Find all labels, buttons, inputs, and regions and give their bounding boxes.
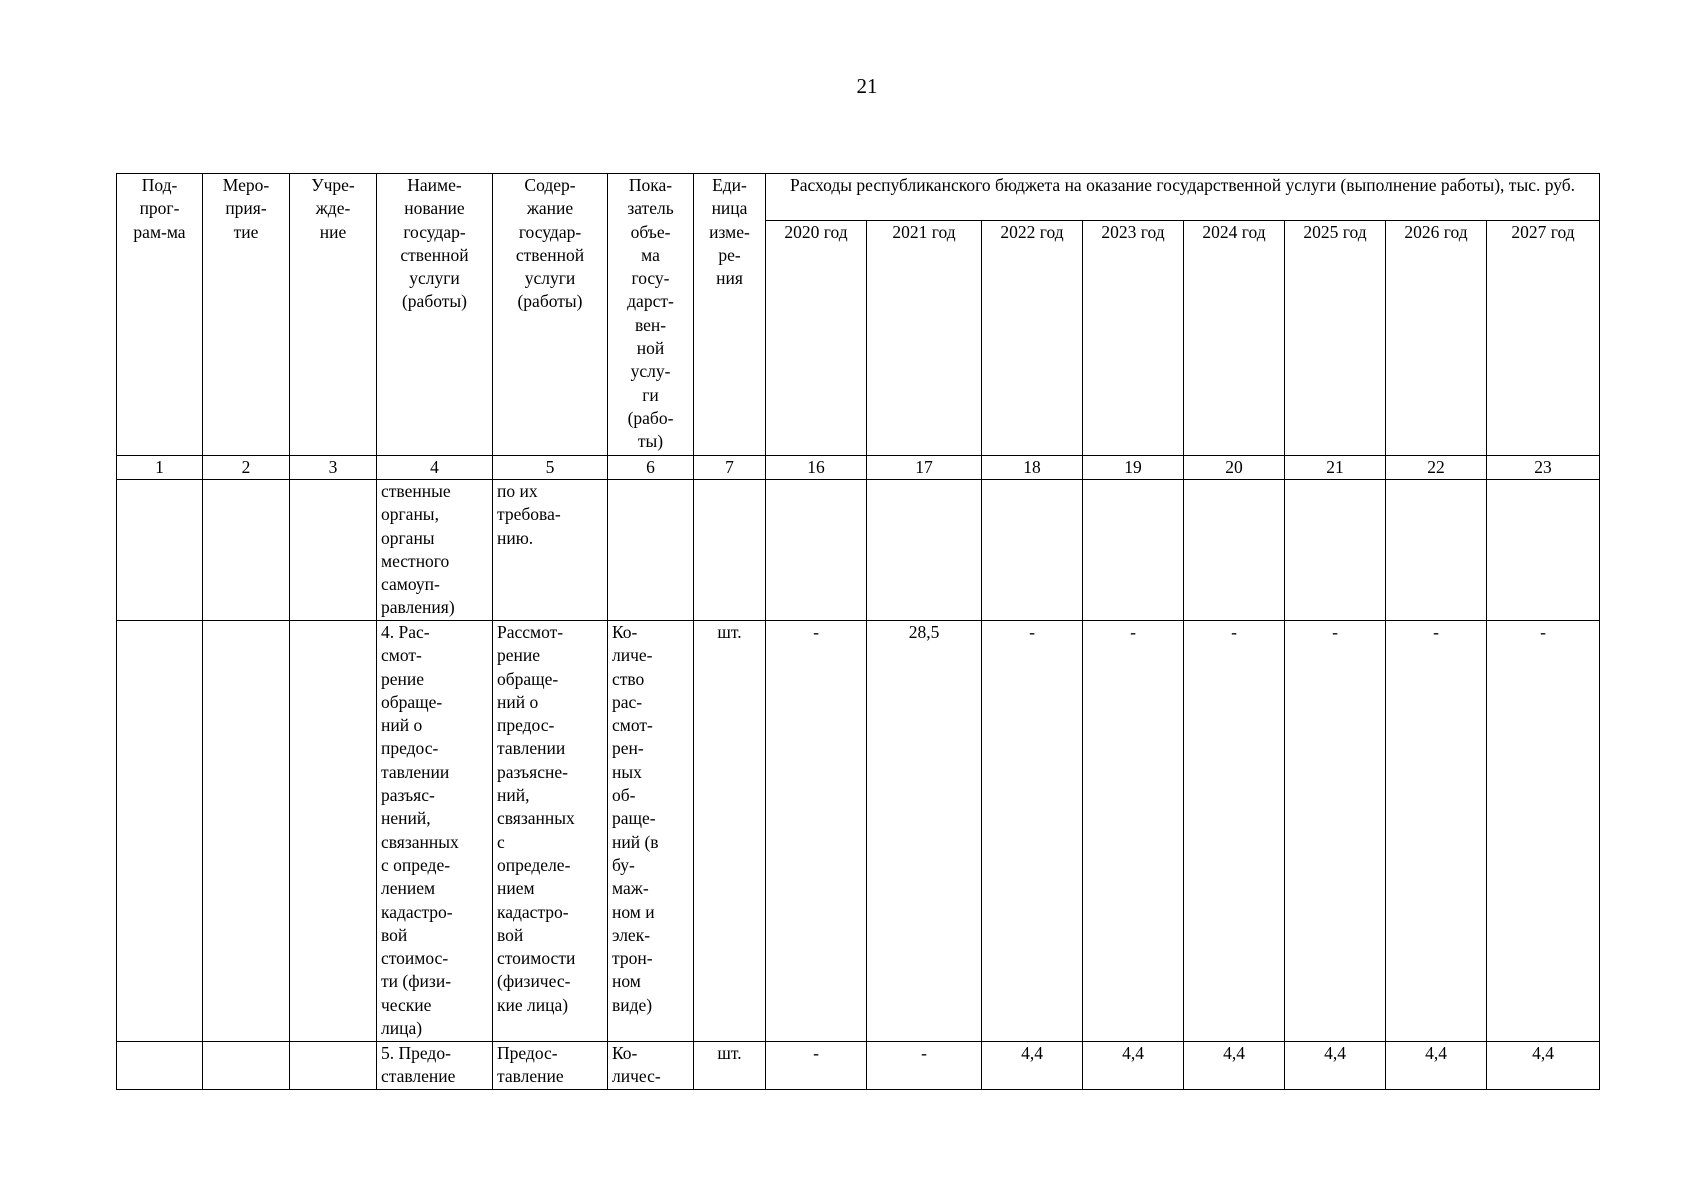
cell-value-2022: - — [982, 621, 1083, 1042]
cell-value-2023: 4,4 — [1083, 1042, 1184, 1090]
cell-volume-indicator — [608, 480, 694, 621]
column-number: 16 — [766, 456, 867, 480]
header-year-2021: 2021 год — [867, 221, 982, 456]
column-number: 22 — [1386, 456, 1487, 480]
cell-value-2026: 4,4 — [1386, 1042, 1487, 1090]
cell-value-2023 — [1083, 480, 1184, 621]
cell-activity — [203, 1042, 290, 1090]
cell-activity — [203, 621, 290, 1042]
header-year-2022: 2022 год — [982, 221, 1083, 456]
header-row-1 — [117, 174, 1600, 221]
header-volume-indicator: Пока- затель объе- ма госу- дарст- вен- ной услу- ги (рабо- ты) — [608, 174, 694, 456]
header-year-2020: 2020 год — [766, 221, 867, 456]
cell-value-2025: 4,4 — [1285, 1042, 1386, 1090]
column-number-row — [117, 456, 1600, 480]
column-number: 7 — [694, 456, 766, 480]
cell-value-2021 — [867, 480, 982, 621]
header-unit: Еди- ница изме- ре- ния — [694, 174, 766, 456]
column-number: 19 — [1083, 456, 1184, 480]
column-number: 18 — [982, 456, 1083, 480]
cell-value-2027: - — [1487, 621, 1600, 1042]
column-number: 6 — [608, 456, 694, 480]
cell-subprogram — [117, 1042, 203, 1090]
header-year-2027: 2027 год — [1487, 221, 1600, 456]
column-number: 5 — [493, 456, 608, 480]
cell-value-2027: 4,4 — [1487, 1042, 1600, 1090]
header-subprogram: Под- прог- рам-ма — [117, 174, 203, 456]
header-institution: Учре- жде- ние — [290, 174, 377, 456]
cell-unit: шт. — [694, 1042, 766, 1090]
cell-subprogram — [117, 621, 203, 1042]
cell-service-name: 4. Рас- смот- рение обраще- ний о предос- тавлении разъяс- нений, связанных с опреде- лением кадастро- вой стоимос- ти (физи- ческие лица) — [377, 621, 493, 1042]
cell-unit — [694, 480, 766, 621]
cell-volume-indicator: Ко- личес- — [608, 1042, 694, 1090]
cell-unit: шт. — [694, 621, 766, 1042]
budget-table — [116, 173, 1600, 1090]
column-number: 4 — [377, 456, 493, 480]
cell-value-2026 — [1386, 480, 1487, 621]
cell-value-2025 — [1285, 480, 1386, 621]
column-number: 20 — [1184, 456, 1285, 480]
cell-value-2023: - — [1083, 621, 1184, 1042]
column-number: 3 — [290, 456, 377, 480]
cell-activity — [203, 480, 290, 621]
header-expenses: Расходы республиканского бюджета на оказание государственной услуги (выполнение работы), тыс. руб. — [766, 174, 1600, 221]
cell-value-2022: 4,4 — [982, 1042, 1083, 1090]
cell-value-2020: - — [766, 1042, 867, 1090]
cell-subprogram — [117, 480, 203, 621]
cell-institution — [290, 621, 377, 1042]
cell-volume-indicator: Ко- личе- ство рас- смот- рен- ных об- раще- ний (в бу- маж- ном и элек- трон- ном виде) — [608, 621, 694, 1042]
header-year-2023: 2023 год — [1083, 221, 1184, 456]
cell-value-2027 — [1487, 480, 1600, 621]
header-service-content: Содер- жание государ- ственной услуги (работы) — [493, 174, 608, 456]
cell-value-2022 — [982, 480, 1083, 621]
table-row — [117, 1042, 1600, 1090]
cell-institution — [290, 480, 377, 621]
cell-value-2025: - — [1285, 621, 1386, 1042]
table-row — [117, 621, 1600, 1042]
header-year-2026: 2026 год — [1386, 221, 1487, 456]
header-year-2025: 2025 год — [1285, 221, 1386, 456]
cell-value-2024 — [1184, 480, 1285, 621]
cell-service-content: по их требова- нию. — [493, 480, 608, 621]
cell-institution — [290, 1042, 377, 1090]
page-number: 21 — [856, 74, 878, 98]
cell-value-2024: - — [1184, 621, 1285, 1042]
cell-value-2020: - — [766, 621, 867, 1042]
column-number: 21 — [1285, 456, 1386, 480]
column-number: 1 — [117, 456, 203, 480]
cell-value-2024: 4,4 — [1184, 1042, 1285, 1090]
header-year-2024: 2024 год — [1184, 221, 1285, 456]
cell-value-2020 — [766, 480, 867, 621]
header-service-name: Наиме- нование государ- ственной услуги (работы) — [377, 174, 493, 456]
cell-service-content: Предос- тавление — [493, 1042, 608, 1090]
cell-service-name: 5. Предо- ставление — [377, 1042, 493, 1090]
table-row — [117, 480, 1600, 621]
cell-value-2026: - — [1386, 621, 1487, 1042]
column-number: 23 — [1487, 456, 1600, 480]
cell-value-2021: 28,5 — [867, 621, 982, 1042]
column-number: 2 — [203, 456, 290, 480]
column-number: 17 — [867, 456, 982, 480]
cell-value-2021: - — [867, 1042, 982, 1090]
header-activity: Меро- прия- тие — [203, 174, 290, 456]
cell-service-name: ственные органы, органы местного самоуп- равления) — [377, 480, 493, 621]
cell-service-content: Рассмот- рение обраще- ний о предос- тавлении разъясне- ний, связанных с определе- нием кадастро- вой стоимости (физичес- кие лица) — [493, 621, 608, 1042]
